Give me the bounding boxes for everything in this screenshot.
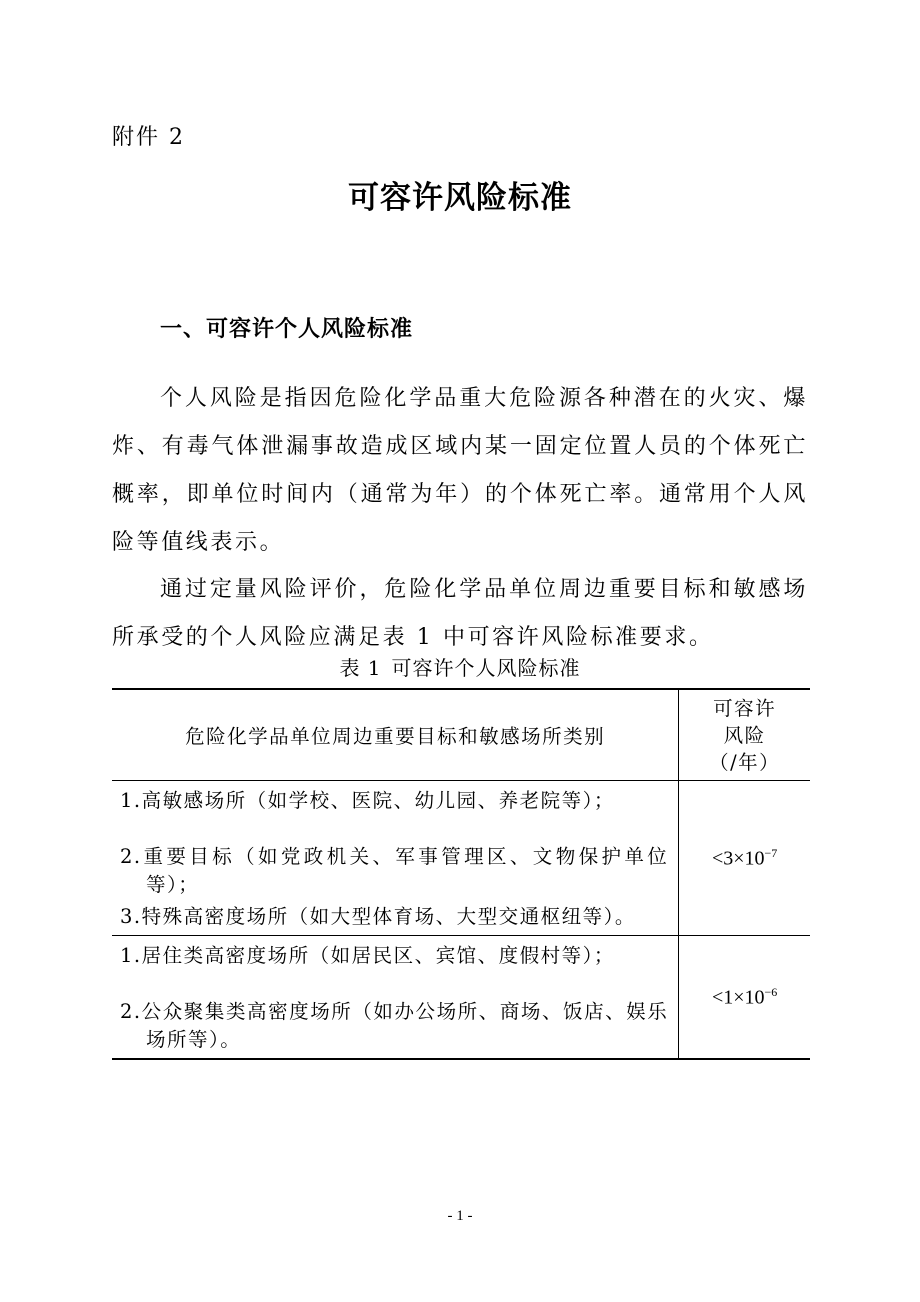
table-row <box>112 936 810 1060</box>
paragraph-individual-risk-definition: 个人风险是指因危险化学品重大危险源各种潜在的火灾、爆炸、有毒气体泄漏事故造成区域内某一固定位置人员的个体死亡概率，即单位时间内（通常为年）的个体死亡率。通常用个人风险等值线表示。 <box>112 386 808 555</box>
section-heading: 一、可容许个人风险标准 <box>160 317 414 342</box>
risk-value: <3×10 <box>711 847 765 870</box>
risk-value-cell <box>679 781 810 936</box>
risk-value: <1×10 <box>711 986 765 1009</box>
table-caption <box>0 652 920 681</box>
page-number: - 1 - <box>447 1208 473 1224</box>
list-item: 2.公众聚集类高密度场所（如办公场所、商场、饭店、娱乐场所等）。 <box>120 1000 669 1051</box>
category-cell <box>112 936 679 1060</box>
tolerable-risk-table <box>112 688 810 1060</box>
paragraph-evaluation-requirement: 通过定量风险评价，危险化学品单位周边重要目标和敏感场所承受的个人风险应满足表 1 中可容许风险标准要求。 <box>112 577 808 650</box>
header-risk <box>679 689 810 781</box>
list-item: 1.居住类高密度场所（如居民区、宾馆、度假村等）； <box>120 944 615 967</box>
page-title: 可容许风险标准 <box>348 180 572 216</box>
risk-exponent: −6 <box>764 984 778 999</box>
header-risk-line: （/年） <box>709 750 781 774</box>
header-risk-line: 风险 <box>723 723 766 747</box>
header-category: 危险化学品单位周边重要目标和敏感场所类别 <box>112 689 679 781</box>
table-caption-number: 表 1 <box>339 656 382 680</box>
category-list <box>112 781 678 935</box>
attachment-label: 附件 2 <box>112 125 185 150</box>
table-caption-title: 可容许个人风险标准 <box>391 656 581 680</box>
list-item: 1.高敏感场所（如学校、医院、幼儿园、养老院等）； <box>120 789 615 812</box>
header-risk-line: 可容许 <box>713 696 777 720</box>
table-row <box>112 781 810 936</box>
risk-value-cell <box>679 936 810 1060</box>
table-header-row <box>112 689 810 781</box>
category-list <box>112 936 678 1058</box>
list-item: 2.重要目标（如党政机关、军事管理区、文物保护单位等）； <box>120 845 669 896</box>
list-item: 3.特殊高密度场所（如大型体育场、大型交通枢纽等）。 <box>120 905 636 928</box>
category-cell <box>112 781 679 936</box>
risk-exponent: −7 <box>764 845 778 860</box>
